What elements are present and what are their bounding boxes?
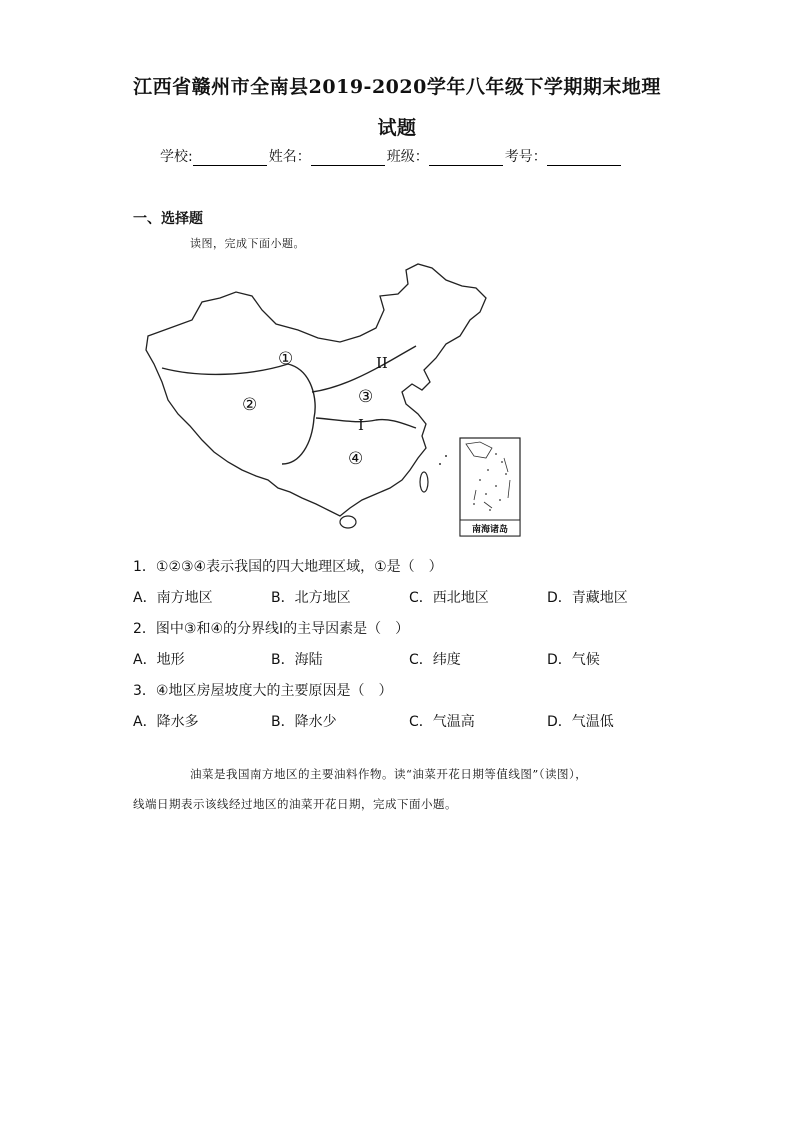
q2-option-d[interactable]: D．气候 — [547, 652, 600, 668]
q3-option-a[interactable]: A．降水多 — [133, 714, 199, 730]
question-2-stem: 2．图中③和④的分界线Ⅰ的主导因素是（ ） — [133, 621, 410, 637]
document-title-line1: 江西省赣州市全南县2019-2020学年八年级下学期期末地理 — [133, 76, 661, 98]
intro-text-1: 读图，完成下面小题。 — [190, 237, 305, 250]
intro-text-2-line1: 油菜是我国南方地区的主要油料作物。读“油菜开花日期等值线图”（读图）， — [190, 767, 588, 781]
map-label-r3: ③ — [358, 387, 374, 407]
exam-no-blank[interactable] — [547, 151, 621, 166]
q1-option-d[interactable]: D．青藏地区 — [547, 590, 628, 606]
q2-option-b[interactable]: B．海陆 — [271, 652, 323, 668]
q1-option-a[interactable]: A．南方地区 — [133, 590, 213, 606]
question-2-options — [133, 649, 693, 669]
south-china-sea-inset — [460, 438, 520, 536]
q2-option-c[interactable]: C．纬度 — [409, 652, 461, 668]
map-label-line2: II — [376, 354, 388, 372]
class-blank[interactable] — [429, 151, 503, 166]
school-label: 学校: — [160, 149, 193, 165]
q3-option-b[interactable]: B．降水少 — [271, 714, 337, 730]
q1-option-b[interactable]: B．北方地区 — [271, 590, 351, 606]
student-info-row — [160, 146, 623, 166]
q3-option-d[interactable]: D．气温低 — [547, 714, 614, 730]
q3-option-c[interactable]: C．气温高 — [409, 714, 475, 730]
china-outline — [146, 264, 486, 516]
map-label-r2: ② — [242, 395, 258, 415]
class-label: 班级： — [386, 149, 429, 165]
map-label-r1: ① — [278, 349, 294, 369]
question-3-stem: 3．④地区房屋坡度大的主要原因是（ ） — [133, 683, 393, 699]
question-3-options — [133, 711, 693, 731]
document-title-line2: 试题 — [377, 117, 417, 139]
taiwan-island — [420, 472, 428, 492]
question-1-stem: 1．①②③④表示我国的四大地理区域，①是（ ） — [133, 559, 443, 575]
intro-text-2-line2: 线端日期表示该线经过地区的油菜开花日期，完成下面小题。 — [133, 797, 457, 811]
name-blank[interactable] — [311, 151, 385, 166]
school-blank[interactable] — [193, 151, 267, 166]
name-label: 姓名： — [268, 149, 311, 165]
map-label-r4: ④ — [348, 449, 364, 469]
q2-option-a[interactable]: A．地形 — [133, 652, 185, 668]
map-label-line1: I — [358, 416, 364, 434]
exam-no-label: 考号： — [504, 149, 547, 165]
section-title: 一、选择题 — [133, 211, 203, 227]
hainan-island — [340, 516, 356, 528]
inset-label: 南海诸岛 — [471, 525, 509, 535]
q1-option-c[interactable]: C．西北地区 — [409, 590, 489, 606]
question-1-options — [133, 587, 693, 607]
china-region-map — [140, 258, 530, 538]
